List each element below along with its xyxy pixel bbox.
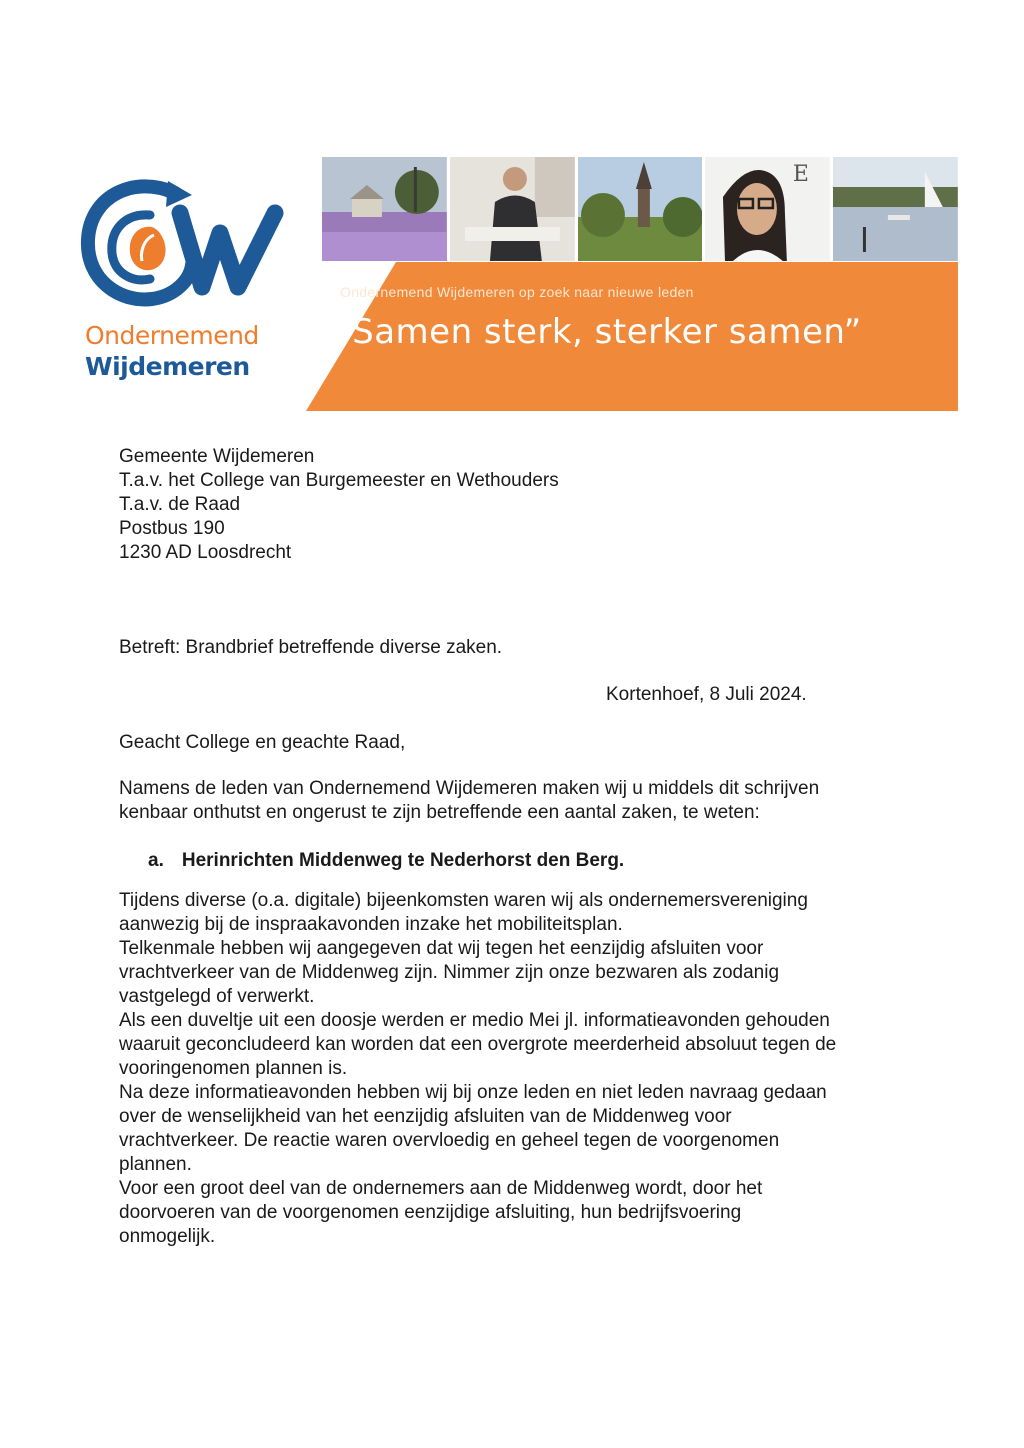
letter-date: Kortenhoef, 8 Juli 2024.: [606, 684, 807, 705]
body-line: waaruit geconcludeerd kan worden dat een overgrote meerderheid absoluut tegen de: [119, 1034, 837, 1055]
address-line: 1230 AD Loosdrecht: [119, 542, 292, 563]
address-line: Gemeente Wijdemeren: [119, 446, 315, 467]
address-line: Postbus 190: [119, 518, 225, 539]
body-line: Voor een groot deel van de ondernemers aan de Middenweg wordt, door het: [119, 1178, 763, 1199]
body-line: Telkenmale hebben wij aangegeven dat wij tegen het eenzijdig afsluiten voor: [119, 938, 764, 959]
recruitment-banner: [306, 262, 958, 411]
photo-flower-field: [322, 157, 447, 261]
address-line: T.a.v. het College van Burgemeester en Wethouders: [119, 470, 559, 491]
letter-salutation: Geacht College en geachte Raad,: [119, 732, 406, 753]
letter-subject: Betreft: Brandbrief betreffende diverse zaken.: [119, 637, 503, 658]
logo-line-ondernemend: Ondernemend: [85, 321, 259, 350]
body-line: Tijdens diverse (o.a. digitale) bijeenkomsten waren wij als ondernemersvereniging: [119, 890, 808, 911]
body-line: vrachtverkeer van de Middenweg zijn. Nimmer zijn onze bezwaren als zodanig: [119, 962, 780, 983]
banner-subtitle: Ondernemend Wijdemeren op zoek naar nieuwe leden: [340, 284, 694, 300]
body-line: doorvoeren van de voorgenomen eenzijdige afsluiting, hun bedrijfsvoering: [119, 1202, 742, 1223]
header-photo-strip: [322, 157, 958, 261]
section-a-heading: [148, 849, 624, 873]
recipient-address: [119, 445, 559, 565]
eye-chart-letter: E: [793, 161, 810, 188]
body-line: over de wenselijkheid van het eenzijdig afsluiten van de Middenweg voor: [119, 1106, 732, 1127]
body-line: onmogelijk.: [119, 1226, 216, 1247]
address-line: T.a.v. de Raad: [119, 494, 241, 515]
intro-line: kenbaar onthutst en ongerust te zijn betreffende een aantal zaken, te weten:: [119, 802, 760, 823]
body-line: plannen.: [119, 1154, 192, 1175]
photo-church: [578, 157, 703, 261]
section-a-marker: a.: [148, 850, 164, 871]
logo-line-wijdemeren: Wijdemeren: [85, 352, 250, 381]
intro-line: Namens de leden van Ondernemend Wijdemeren maken wij u middels dit schrijven: [119, 778, 820, 799]
ow-logo-mark-icon: [80, 175, 295, 310]
photo-craftsman: [450, 157, 575, 261]
body-line: vooringenomen plannen is.: [119, 1058, 348, 1079]
banner-slogan: “Samen sterk, sterker samen”: [334, 312, 862, 352]
body-line: Na deze informatieavonden hebben wij bij onze leden en niet leden navraag gedaan: [119, 1082, 827, 1103]
body-line: vastgelegd of verwerkt.: [119, 986, 315, 1007]
photo-lake-sailboat: [833, 157, 958, 261]
body-line: aanwezig bij de inspraakavonden inzake het mobiliteitsplan.: [119, 914, 623, 935]
section-a-title: Herinrichten Middenweg te Nederhorst den Berg.: [181, 850, 625, 871]
body-line: Als een duveltje uit een doosje werden er medio Mei jl. informatieavonden gehouden: [119, 1010, 830, 1031]
letter-intro: [119, 777, 919, 825]
section-a-body: [119, 889, 919, 1249]
body-line: vrachtverkeer. De reactie waren overvloedig en geheel tegen de voorgenomen: [119, 1130, 780, 1151]
photo-optician: [705, 157, 830, 261]
ondernemend-wijdemeren-logo: [80, 175, 295, 405]
